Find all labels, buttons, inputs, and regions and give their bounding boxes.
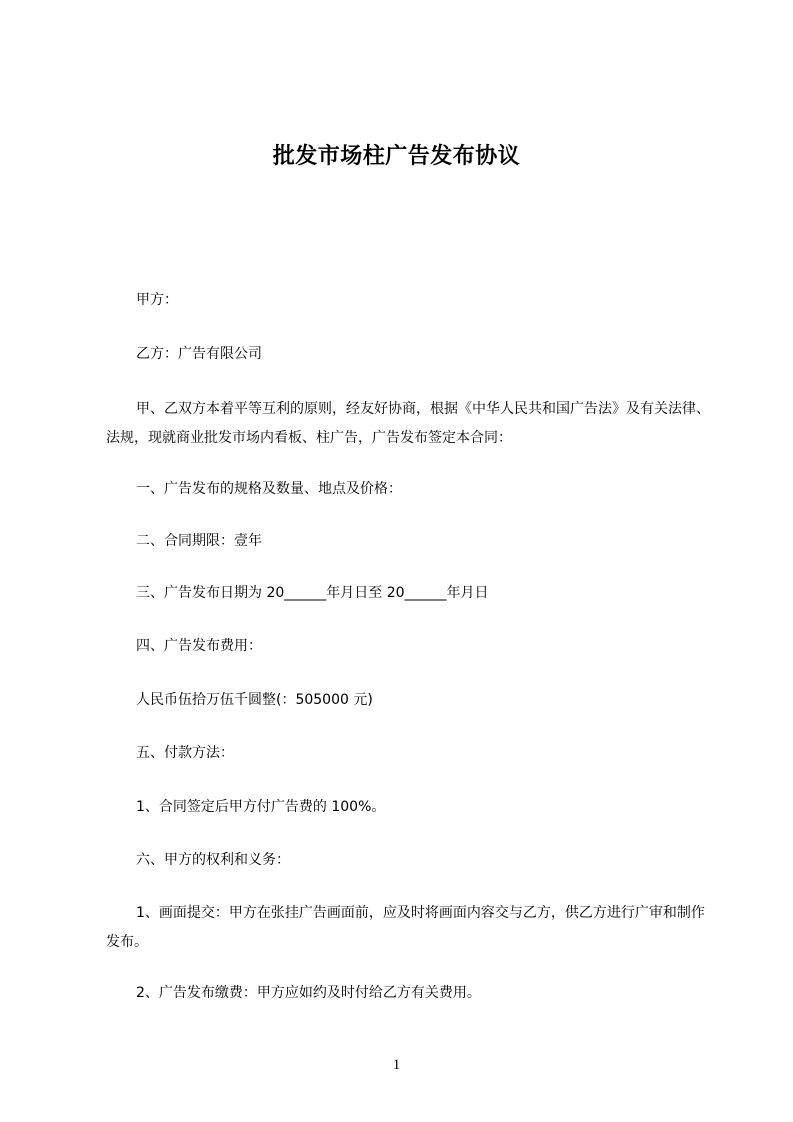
party-b-line: 乙方：广告有限公司 (136, 346, 262, 362)
section-4-heading: 四、广告发布费用： (136, 638, 262, 654)
page-number: 1 (392, 1057, 401, 1073)
section-5-heading: 五、付款方法： (136, 745, 234, 761)
section-1-heading: 一、广告发布的规格及数量、地点及价格： (136, 481, 402, 497)
document-title: 批发市场柱广告发布协议 (272, 144, 521, 169)
payment-item-1: 1、合同签定后甲方付广告费的 100%。 (136, 799, 386, 815)
fee-amount-line: 人民币伍拾万伍千圆整(：505000 元) (136, 692, 373, 708)
section-2-heading: 二、合同期限：壹年 (136, 533, 262, 549)
preamble-paragraph: 甲、乙双方本着平等互利的原则，经友好协商，根据《中华人民共和国广告法》及有关法律、法规，现就商业批发市场内看板、柱广告，广告发布签定本合同： (106, 401, 710, 446)
section-3-heading: 三、广告发布日期为 20______年月日至 20______年月日 (136, 585, 489, 601)
duty-item-1: 1、画面提交：甲方在张挂广告画面前，应及时将画面内容交与乙方，供乙方进行广审和制作发布。 (106, 905, 705, 950)
duty-item-2: 2、广告发布缴费：甲方应如约及时付给乙方有关费用。 (136, 985, 481, 1001)
section-6-heading: 六、甲方的权利和义务： (136, 852, 290, 868)
party-a-line: 甲方： (136, 292, 178, 308)
